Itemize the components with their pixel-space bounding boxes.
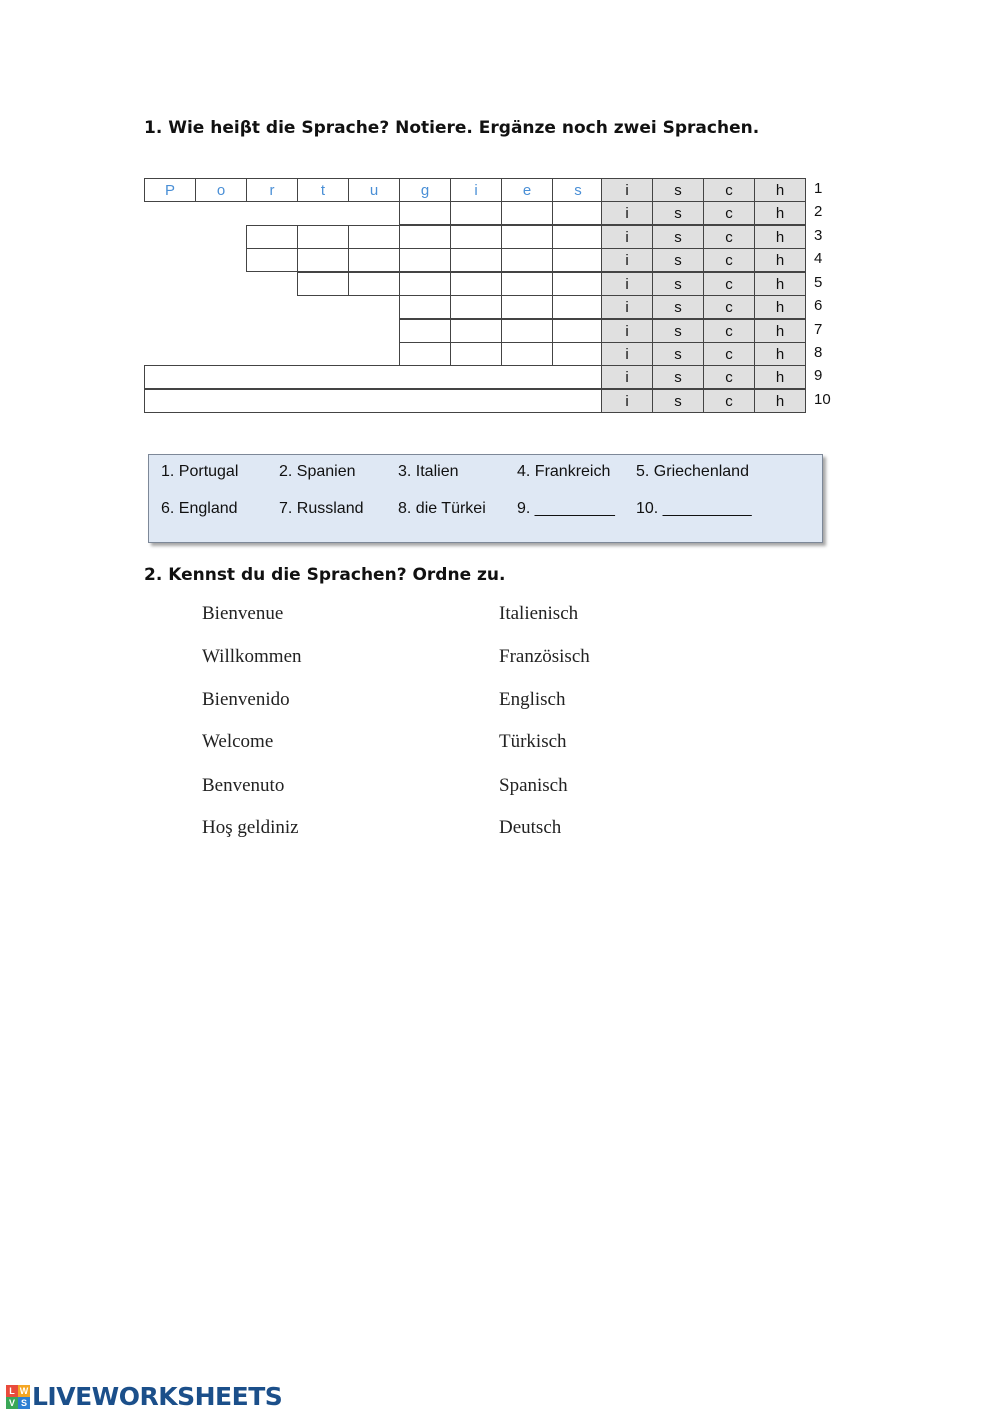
suffix-cell: i: [601, 389, 653, 413]
letter-cell-row-5[interactable]: [501, 272, 553, 296]
letter-cell-row-7[interactable]: [450, 319, 502, 343]
language-4[interactable]: Türkisch: [499, 731, 567, 752]
greeting-2[interactable]: Willkommen: [202, 646, 302, 667]
letter-cell-row-6[interactable]: [501, 295, 553, 319]
language-1[interactable]: Italienisch: [499, 603, 579, 624]
row-number: 3: [814, 227, 823, 244]
suffix-cell: i: [601, 272, 653, 296]
letter-cell-row-5[interactable]: [552, 272, 604, 296]
bank-item-5: 5. Griechenland: [636, 463, 749, 480]
letter-cell-row-7[interactable]: [552, 319, 604, 343]
row-number: 9: [814, 367, 823, 384]
bank-item-10: 10. __________: [636, 500, 752, 517]
suffix-cell: s: [652, 272, 704, 296]
letter-cell-row-4[interactable]: [246, 248, 298, 272]
row-number: 2: [814, 203, 823, 220]
liveworksheets-logo: [6, 1382, 282, 1411]
suffix-cell: s: [652, 178, 704, 202]
suffix-cell: s: [652, 225, 704, 249]
greeting-3[interactable]: Bienvenido: [202, 689, 290, 710]
suffix-cell: s: [652, 201, 704, 225]
language-5[interactable]: Spanisch: [499, 775, 568, 796]
suffix-cell: h: [754, 319, 806, 343]
letter-cell-row-2[interactable]: [552, 201, 604, 225]
suffix-cell: i: [601, 342, 653, 366]
suffix-cell: h: [754, 272, 806, 296]
example-letter-cell: o: [195, 178, 247, 202]
letter-cell-row-3[interactable]: [348, 225, 400, 249]
word-bank: [148, 454, 823, 543]
bank-item-1: 1. Portugal: [161, 463, 239, 480]
letter-cell-row-3[interactable]: [399, 225, 451, 249]
letter-cell-row-4[interactable]: [501, 248, 553, 272]
suffix-cell: h: [754, 389, 806, 413]
bank-item-9: 9. _________: [517, 500, 615, 517]
letter-cell-row-4[interactable]: [552, 248, 604, 272]
suffix-cell: s: [652, 295, 704, 319]
suffix-cell: s: [652, 248, 704, 272]
bank-item-8: 8. die Türkei: [398, 500, 486, 517]
example-letter-cell: i: [450, 178, 502, 202]
row-number: 7: [814, 321, 823, 338]
suffix-cell: c: [703, 248, 755, 272]
suffix-cell: c: [703, 178, 755, 202]
suffix-cell: i: [601, 225, 653, 249]
suffix-cell: s: [652, 365, 704, 389]
letter-cell-row-7[interactable]: [399, 319, 451, 343]
suffix-cell: c: [703, 272, 755, 296]
bank-item-7: 7. Russland: [279, 500, 364, 517]
letter-cell-row-3[interactable]: [450, 225, 502, 249]
bank-item-3: 3. Italien: [398, 463, 459, 480]
suffix-cell: i: [601, 295, 653, 319]
letter-cell-row-3[interactable]: [246, 225, 298, 249]
suffix-cell: i: [601, 178, 653, 202]
letter-cell-row-5[interactable]: [450, 272, 502, 296]
suffix-cell: h: [754, 342, 806, 366]
logo-text: LIVEWORKSHEETS: [32, 1382, 283, 1411]
suffix-cell: s: [652, 319, 704, 343]
letter-cell-row-2[interactable]: [501, 201, 553, 225]
suffix-cell: c: [703, 201, 755, 225]
greeting-5[interactable]: Benvenuto: [202, 775, 285, 796]
suffix-cell: i: [601, 365, 653, 389]
language-6[interactable]: Deutsch: [499, 817, 562, 838]
suffix-cell: c: [703, 389, 755, 413]
example-letter-cell: u: [348, 178, 400, 202]
letter-cell-row-3[interactable]: [297, 225, 349, 249]
suffix-cell: c: [703, 225, 755, 249]
language-2[interactable]: Französisch: [499, 646, 590, 667]
row-number: 1: [814, 180, 823, 197]
example-letter-cell: e: [501, 178, 553, 202]
bank-item-4: 4. Frankreich: [517, 463, 611, 480]
row-number: 4: [814, 250, 823, 267]
suffix-cell: c: [703, 342, 755, 366]
row-number: 8: [814, 344, 823, 361]
language-3[interactable]: Englisch: [499, 689, 566, 710]
letter-cell-row-2[interactable]: [450, 201, 502, 225]
suffix-cell: s: [652, 342, 704, 366]
suffix-cell: s: [652, 389, 704, 413]
exercise1-title: 1. Wie heiβt die Sprache? Notiere. Ergänze noch zwei Sprachen.: [144, 118, 760, 138]
row-number: 6: [814, 297, 823, 314]
letter-cell-row-4[interactable]: [399, 248, 451, 272]
suffix-cell: i: [601, 319, 653, 343]
letter-cell-row-3[interactable]: [552, 225, 604, 249]
greeting-6[interactable]: Hoş geldiniz: [202, 817, 299, 838]
greeting-4[interactable]: Welcome: [202, 731, 274, 752]
bank-item-6: 6. England: [161, 500, 238, 517]
letter-cell-row-5[interactable]: [297, 272, 349, 296]
answer-box-row-10[interactable]: [144, 389, 602, 413]
example-letter-cell: t: [297, 178, 349, 202]
greeting-1[interactable]: Bienvenue: [202, 603, 284, 624]
suffix-cell: h: [754, 225, 806, 249]
letter-cell-row-8[interactable]: [450, 342, 502, 366]
suffix-cell: c: [703, 319, 755, 343]
suffix-cell: i: [601, 201, 653, 225]
letter-cell-row-8[interactable]: [501, 342, 553, 366]
row-number: 5: [814, 274, 823, 291]
letter-cell-row-6[interactable]: [450, 295, 502, 319]
letter-cell-row-5[interactable]: [348, 272, 400, 296]
example-letter-cell: s: [552, 178, 604, 202]
suffix-cell: h: [754, 178, 806, 202]
example-letter-cell: g: [399, 178, 451, 202]
suffix-cell: h: [754, 295, 806, 319]
suffix-cell: i: [601, 248, 653, 272]
letter-cell-row-4[interactable]: [348, 248, 400, 272]
suffix-cell: h: [754, 248, 806, 272]
example-letter-cell: P: [144, 178, 196, 202]
suffix-cell: c: [703, 365, 755, 389]
exercise2-title: 2. Kennst du die Sprachen? Ordne zu.: [144, 565, 506, 585]
letter-cell-row-6[interactable]: [552, 295, 604, 319]
suffix-cell: h: [754, 365, 806, 389]
suffix-cell: h: [754, 201, 806, 225]
row-number: 10: [814, 391, 831, 408]
bank-item-2: 2. Spanien: [279, 463, 356, 480]
letter-cell-row-8[interactable]: [552, 342, 604, 366]
letter-cell-row-7[interactable]: [501, 319, 553, 343]
answer-box-row-9[interactable]: [144, 365, 602, 389]
letter-cell-row-4[interactable]: [450, 248, 502, 272]
letter-cell-row-2[interactable]: [399, 201, 451, 225]
letter-cell-row-4[interactable]: [297, 248, 349, 272]
letter-cell-row-6[interactable]: [399, 295, 451, 319]
letter-cell-row-8[interactable]: [399, 342, 451, 366]
example-letter-cell: r: [246, 178, 298, 202]
suffix-cell: c: [703, 295, 755, 319]
logo-mark-icon: L W V S: [6, 1385, 30, 1409]
letter-cell-row-5[interactable]: [399, 272, 451, 296]
letter-cell-row-3[interactable]: [501, 225, 553, 249]
